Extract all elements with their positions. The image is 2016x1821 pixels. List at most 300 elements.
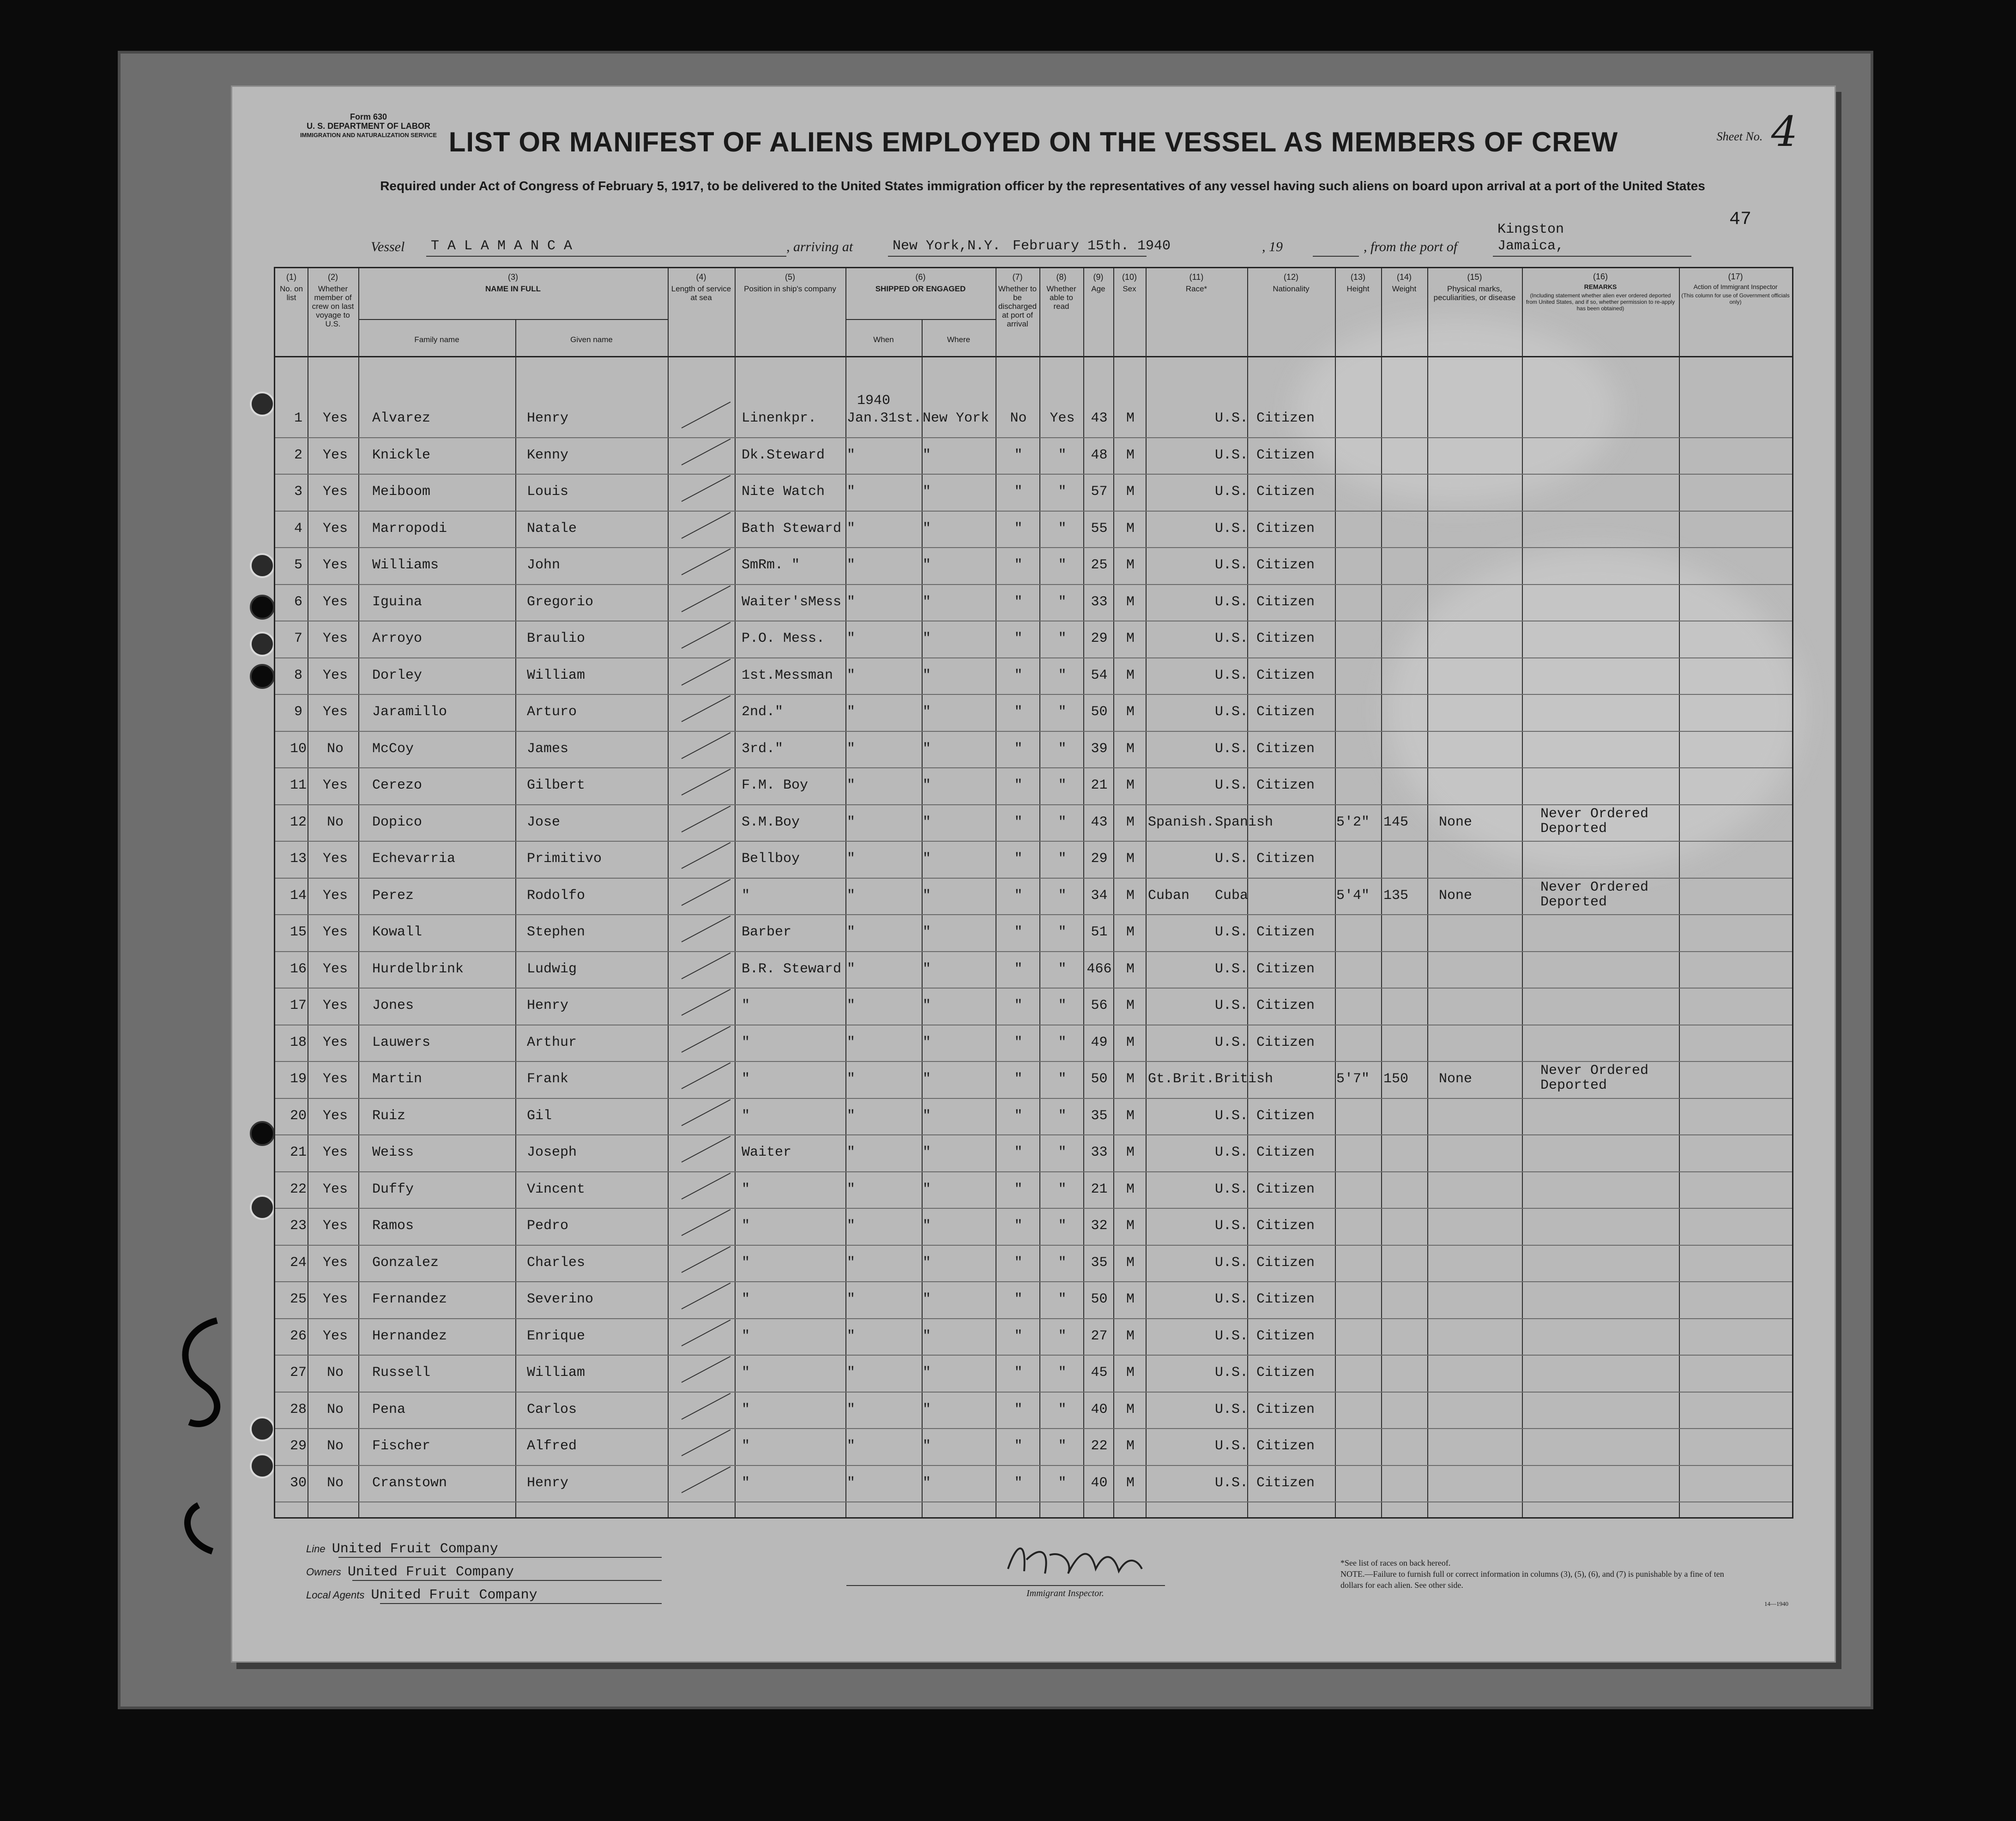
cell-last: No: [326, 1438, 344, 1454]
cell-position: ": [742, 1034, 750, 1050]
cell-no: 22: [290, 1181, 307, 1197]
cell-when: ": [847, 520, 856, 537]
column-number: (2): [328, 272, 338, 282]
service-tick-mark: [682, 402, 731, 428]
cell-read: ": [1058, 1145, 1067, 1160]
column-header-c7: [997, 273, 1038, 328]
column-title: Length of service at sea: [671, 284, 731, 302]
cell-when: ": [847, 887, 856, 904]
cell-sex: M: [1126, 1328, 1135, 1344]
cell-position: ": [742, 1218, 750, 1234]
cell-given: Henry: [527, 410, 569, 426]
cell-given: Louis: [527, 484, 569, 500]
cell-sex: M: [1126, 1181, 1135, 1197]
cell-height: 5'4": [1336, 887, 1370, 904]
cell-when: ": [847, 594, 856, 610]
cell-age: 22: [1091, 1438, 1108, 1454]
cell-when: ": [847, 998, 856, 1013]
cell-sex: M: [1126, 704, 1135, 720]
cell-last: No: [326, 741, 344, 757]
cell-disch: ": [1014, 1254, 1023, 1271]
column-header-c2: [309, 273, 356, 328]
cell-age: 48: [1091, 447, 1108, 463]
cell-read: ": [1058, 1034, 1067, 1050]
column-header-c1: [277, 273, 306, 302]
cell-where: ": [923, 1181, 931, 1197]
cell-when: ": [847, 1438, 856, 1454]
cell-last: Yes: [322, 704, 348, 720]
cell-nationality: U.S. Citizen: [1215, 520, 1315, 537]
cell-position: ": [742, 1254, 750, 1271]
cell-given: Arturo: [527, 704, 577, 720]
cell-age: 25: [1091, 557, 1108, 573]
column-header-c9: [1085, 273, 1111, 293]
cell-last: Yes: [322, 410, 348, 426]
cell-given: Natale: [527, 520, 577, 537]
column-number: (15): [1467, 272, 1482, 282]
cell-when: ": [847, 814, 856, 830]
cell-marks: None: [1439, 814, 1473, 830]
cell-sex: M: [1126, 1291, 1135, 1307]
cell-where: ": [923, 667, 931, 683]
arrival-date: February 15th. 1940: [1013, 238, 1171, 254]
cell-position: ": [742, 1328, 750, 1344]
cell-age: 21: [1091, 1181, 1108, 1197]
cell-where: ": [923, 1071, 931, 1087]
table-row: [275, 1251, 1792, 1288]
cell-given: John: [527, 557, 561, 573]
cell-family: Lauwers: [372, 1034, 431, 1050]
cell-family: Williams: [372, 557, 439, 573]
column-header-c14: [1383, 273, 1425, 293]
cell-given: William: [527, 1365, 585, 1381]
print-code: 14—1940: [1764, 1600, 1788, 1607]
cell-when: Jan.31st.: [847, 410, 922, 426]
page-number: 47: [1729, 209, 1751, 230]
cell-sex: M: [1126, 1108, 1135, 1124]
cell-no: 6: [294, 594, 302, 610]
column-number: (11): [1189, 272, 1204, 282]
cell-age: 32: [1091, 1218, 1108, 1234]
punch-hole: [250, 595, 275, 620]
table-row: [275, 444, 1792, 481]
owners-value: United Fruit Company: [347, 1564, 514, 1580]
cell-position: ": [742, 1181, 750, 1197]
cell-disch: ": [1014, 814, 1023, 830]
cell-nationality: U.S. Citizen: [1215, 447, 1315, 463]
cell-when: ": [847, 1218, 856, 1234]
cell-age: 35: [1091, 1254, 1108, 1271]
cell-nationality: U.S. Citizen: [1215, 667, 1315, 683]
from-port-country: Jamaica,: [1497, 238, 1564, 254]
cell-no: 26: [290, 1328, 307, 1344]
column-number: (8): [1056, 272, 1067, 282]
cell-position: ": [742, 1108, 750, 1124]
cell-sex: M: [1126, 851, 1135, 867]
cell-where: ": [923, 1034, 931, 1050]
cell-disch: ": [1014, 1071, 1023, 1087]
cell-disch: ": [1014, 924, 1023, 940]
cell-no: 21: [290, 1145, 307, 1160]
cell-position: ": [742, 1291, 750, 1307]
cell-read: ": [1058, 887, 1067, 904]
cell-nationality: U.S. Citizen: [1215, 961, 1315, 977]
table-row: [275, 1471, 1792, 1508]
table-row: [275, 737, 1792, 774]
cell-sex: M: [1126, 1401, 1135, 1417]
local-agents-field: [306, 1587, 537, 1603]
cell-disch: ": [1014, 447, 1023, 463]
cell-read: ": [1058, 961, 1067, 977]
crew-manifest-table: [274, 267, 1793, 1519]
subcolumn-header: Where: [947, 335, 971, 344]
cell-no: 11: [290, 778, 307, 793]
cell-position: 2nd.": [742, 704, 784, 720]
cell-where: ": [923, 961, 931, 977]
column-number: (3): [508, 272, 518, 282]
cell-remarks: Never Ordered: [1540, 879, 1649, 895]
cell-disch: ": [1014, 851, 1023, 867]
cell-remarks: Deported: [1540, 820, 1607, 837]
column-title: No. on list: [279, 284, 303, 302]
column-title: REMARKS: [1584, 283, 1617, 290]
cell-age: 40: [1091, 1475, 1108, 1491]
column-header-c13: [1337, 273, 1379, 293]
column-number: (10): [1122, 272, 1137, 282]
sheet-number-value: 4: [1771, 108, 1798, 156]
punch-hole: [250, 664, 275, 689]
cell-sex: M: [1126, 814, 1135, 830]
cell-family: Ramos: [372, 1218, 414, 1234]
cell-position: ": [742, 998, 750, 1013]
cell-sex: M: [1126, 961, 1135, 977]
cell-disch: ": [1014, 778, 1023, 793]
department-name: U. S. DEPARTMENT OF LABOR: [307, 121, 430, 131]
table-row: [275, 627, 1792, 664]
column-header-c17: [1681, 273, 1790, 305]
column-header-c15: [1429, 273, 1520, 302]
local-agents-label: Local Agents: [306, 1589, 365, 1601]
cell-read: ": [1058, 998, 1067, 1013]
cell-remarks: Never Ordered: [1540, 806, 1649, 822]
cell-disch: ": [1014, 667, 1023, 683]
cell-no: 3: [294, 484, 302, 500]
cell-last: Yes: [322, 594, 348, 610]
column-title: Whether member of crew on last voyage to U.S.: [312, 284, 354, 328]
cell-given: Severino: [527, 1291, 594, 1307]
cell-age: 43: [1091, 410, 1108, 426]
cell-given: Rodolfo: [527, 887, 585, 904]
cell-when: ": [847, 484, 856, 500]
table-row: [275, 1104, 1792, 1141]
from-port-label: , from the port of: [1364, 239, 1458, 254]
cell-family: Dopico: [372, 814, 423, 830]
vessel-label: Vessel: [371, 239, 405, 254]
cell-age: 54: [1091, 667, 1108, 683]
cell-disch: ": [1014, 520, 1023, 537]
column-number: (9): [1093, 272, 1104, 282]
cell-no: 4: [294, 520, 302, 537]
cell-read: ": [1058, 924, 1067, 940]
cell-disch: ": [1014, 631, 1023, 646]
punch-hole: [250, 1121, 275, 1146]
table-row: [275, 774, 1792, 811]
cell-read: ": [1058, 1438, 1067, 1454]
cell-last: Yes: [322, 1328, 348, 1344]
column-number: (5): [785, 272, 795, 282]
cell-family: Marropodi: [372, 520, 447, 537]
cell-last: Yes: [322, 1108, 348, 1124]
cell-where: ": [923, 1218, 931, 1234]
arriving-label: , arriving at: [786, 239, 853, 254]
cell-when: ": [847, 557, 856, 573]
cell-family: Martin: [372, 1071, 423, 1087]
cell-given: Kenny: [527, 447, 569, 463]
column-number: (6): [915, 272, 926, 282]
cell-read: ": [1058, 447, 1067, 463]
table-row: [275, 1063, 1792, 1104]
cell-given: Gilbert: [527, 778, 585, 793]
column-number: (1): [286, 272, 296, 282]
cell-where: ": [923, 887, 931, 904]
cell-read: Yes: [1050, 410, 1075, 426]
cell-position: P.O. Mess.: [742, 631, 825, 646]
subheader-divider: [845, 319, 996, 320]
cell-when: ": [847, 1108, 856, 1124]
cell-position: SmRm. ": [742, 557, 800, 573]
cell-nationality: U.S. Citizen: [1215, 1365, 1315, 1381]
cell-family: Kowall: [372, 924, 423, 940]
cell-last: Yes: [322, 557, 348, 573]
cell-disch: ": [1014, 1218, 1023, 1234]
cell-no: 18: [290, 1034, 307, 1050]
cell-read: ": [1058, 1254, 1067, 1271]
cell-where: ": [923, 1401, 931, 1417]
cell-when: ": [847, 1475, 856, 1491]
table-row: [275, 1178, 1792, 1215]
cell-disch: ": [1014, 704, 1023, 720]
cell-position: Linenkpr.: [742, 410, 817, 426]
cell-when: ": [847, 1254, 856, 1271]
arriving-port: New York,N.Y.: [893, 238, 1001, 254]
cell-given: James: [527, 741, 569, 757]
cell-remarks: Never Ordered: [1540, 1063, 1649, 1079]
subcolumn-header: Given name: [570, 335, 613, 344]
legal-note: [1340, 1557, 1733, 1591]
cell-where: ": [923, 631, 931, 646]
cell-given: Arthur: [527, 1034, 577, 1050]
cell-given: Gregorio: [527, 594, 594, 610]
service-name: IMMIGRATION AND NATURALIZATION SERVICE: [300, 132, 437, 139]
cell-read: ": [1058, 1108, 1067, 1124]
cell-given: Vincent: [527, 1181, 585, 1197]
inspector-signature: [999, 1532, 1165, 1583]
cell-given: William: [527, 667, 585, 683]
cell-nationality: U.S. Citizen: [1215, 594, 1315, 610]
cell-last: Yes: [322, 1181, 348, 1197]
cell-race: Gt.Brit.: [1148, 1071, 1215, 1087]
cell-when: ": [847, 667, 856, 683]
cell-read: ": [1058, 594, 1067, 610]
column-title: Nationality: [1273, 284, 1310, 293]
column-number: (13): [1350, 272, 1365, 282]
cell-no: 24: [290, 1254, 307, 1271]
column-title: SHIPPED OR ENGAGED: [875, 284, 966, 293]
cell-sex: M: [1126, 667, 1135, 683]
column-number: (16): [1593, 272, 1608, 281]
page-title: LIST OR MANIFEST OF ALIENS EMPLOYED ON THE VESSEL AS MEMBERS OF CREW: [448, 127, 1618, 157]
cell-no: 25: [290, 1291, 307, 1307]
cell-nationality: U.S. Citizen: [1215, 778, 1315, 793]
form-number: Form 630: [350, 112, 387, 121]
table-row: [275, 1031, 1792, 1068]
cell-disch: ": [1014, 1291, 1023, 1307]
table-row: [275, 591, 1792, 627]
cell-position: 3rd.": [742, 741, 784, 757]
subcolumn-header: When: [873, 335, 894, 344]
cell-family: Hernandez: [372, 1328, 447, 1344]
table-row: [275, 806, 1792, 848]
cell-position: Waiter'sMess: [742, 594, 842, 610]
cell-no: 16: [290, 961, 307, 977]
cell-when-year: 1940: [857, 393, 891, 409]
cell-marks: None: [1439, 887, 1473, 904]
cell-age: 29: [1091, 631, 1108, 646]
cell-no: 13: [290, 851, 307, 867]
cell-no: 14: [290, 887, 307, 904]
cell-nationality: U.S. Citizen: [1215, 484, 1315, 500]
column-header-c11: [1147, 273, 1245, 293]
cell-last: Yes: [322, 667, 348, 683]
cell-nationality: U.S. Citizen: [1215, 1328, 1315, 1344]
punch-hole: [250, 392, 275, 416]
cell-no: 8: [294, 667, 302, 683]
cell-last: Yes: [322, 1254, 348, 1271]
cell-read: ": [1058, 1475, 1067, 1491]
cell-read: ": [1058, 851, 1067, 867]
cell-disch: ": [1014, 1401, 1023, 1417]
cell-no: 20: [290, 1108, 307, 1124]
cell-position: ": [742, 1475, 750, 1491]
cell-where: ": [923, 924, 931, 940]
column-header-c16: [1524, 273, 1677, 312]
cell-position: ": [742, 887, 750, 904]
table-row: [275, 517, 1792, 554]
cell-where: ": [923, 447, 931, 463]
cell-when: ": [847, 1365, 856, 1381]
cell-age: 56: [1091, 998, 1108, 1013]
cell-disch: ": [1014, 484, 1023, 500]
table-row: [275, 1141, 1792, 1178]
cell-read: ": [1058, 741, 1067, 757]
cell-nationality: U.S. Citizen: [1215, 1034, 1315, 1050]
cell-sex: M: [1126, 410, 1135, 426]
cell-given: Carlos: [527, 1401, 577, 1417]
page-subtitle: Required under Act of Congress of February 5, 1917, to be delivered to the United States immigration officer by the representatives of any vessel having such aliens on board upon arrival at a port of the United States: [380, 179, 1705, 193]
cell-no: 2: [294, 447, 302, 463]
cell-when: ": [847, 961, 856, 977]
inspector-label: Immigrant Inspector.: [1026, 1588, 1104, 1598]
cell-nationality: U.S. Citizen: [1215, 704, 1315, 720]
cell-when: ": [847, 1034, 856, 1050]
cell-nationality: U.S. Citizen: [1215, 410, 1315, 426]
cell-nationality: U.S. Citizen: [1215, 998, 1315, 1013]
line-label: Line: [306, 1543, 326, 1555]
cell-read: ": [1058, 814, 1067, 830]
cell-nationality: U.S. Citizen: [1215, 557, 1315, 573]
cell-age: 466: [1086, 961, 1112, 977]
cell-where: ": [923, 594, 931, 610]
cell-given: Braulio: [527, 631, 585, 646]
cell-remarks: Deported: [1540, 894, 1607, 910]
column-header-c8: [1041, 273, 1081, 311]
cell-where: ": [923, 851, 931, 867]
cell-disch: ": [1014, 1034, 1023, 1050]
cell-given: Frank: [527, 1071, 569, 1087]
cell-sex: M: [1126, 631, 1135, 646]
cell-given: Ludwig: [527, 961, 577, 977]
cell-position: Waiter: [742, 1145, 792, 1160]
cell-disch: ": [1014, 1328, 1023, 1344]
cell-where: ": [923, 1291, 931, 1307]
cell-when: ": [847, 1181, 856, 1197]
table-row: [275, 480, 1792, 517]
cell-last: No: [326, 1475, 344, 1491]
cell-where: ": [923, 814, 931, 830]
cell-where: ": [923, 1254, 931, 1271]
cell-disch: ": [1014, 961, 1023, 977]
cell-age: 40: [1091, 1401, 1108, 1417]
cell-no: 7: [294, 631, 302, 646]
year-label: , 19: [1262, 239, 1283, 254]
cell-age: 43: [1091, 814, 1108, 830]
cell-age: 57: [1091, 484, 1108, 500]
vessel-line: [371, 222, 1747, 258]
cell-family: Knickle: [372, 447, 431, 463]
table-row: [275, 1398, 1792, 1435]
column-number: (17): [1728, 272, 1743, 281]
cell-sex: M: [1126, 1071, 1135, 1087]
cell-when: ": [847, 447, 856, 463]
table-row: [275, 1361, 1792, 1398]
cell-last: Yes: [322, 778, 348, 793]
cell-where: ": [923, 778, 931, 793]
cell-family: Cerezo: [372, 778, 423, 793]
column-number: (14): [1396, 272, 1412, 282]
column-title: Race*: [1185, 284, 1207, 293]
cell-where: ": [923, 557, 931, 573]
cell-no: 9: [294, 704, 302, 720]
cell-last: No: [326, 814, 344, 830]
table-row: [275, 700, 1792, 737]
from-port-city: Kingston: [1497, 222, 1564, 237]
cell-age: 45: [1091, 1365, 1108, 1381]
cell-where: ": [923, 998, 931, 1013]
cell-disch: ": [1014, 557, 1023, 573]
cell-nationality: U.S. Citizen: [1215, 631, 1315, 646]
cell-no: 1: [294, 410, 302, 426]
cell-disch: ": [1014, 741, 1023, 757]
column-title: Physical marks, peculiarities, or disease: [1433, 284, 1516, 302]
cell-sex: M: [1126, 484, 1135, 500]
cell-given: Charles: [527, 1254, 585, 1271]
cell-family: Iguina: [372, 594, 423, 610]
cell-sex: M: [1126, 594, 1135, 610]
cell-when: ": [847, 704, 856, 720]
column-title: NAME IN FULL: [485, 284, 541, 293]
cell-read: ": [1058, 1218, 1067, 1234]
local-agents-value: United Fruit Company: [371, 1587, 537, 1603]
